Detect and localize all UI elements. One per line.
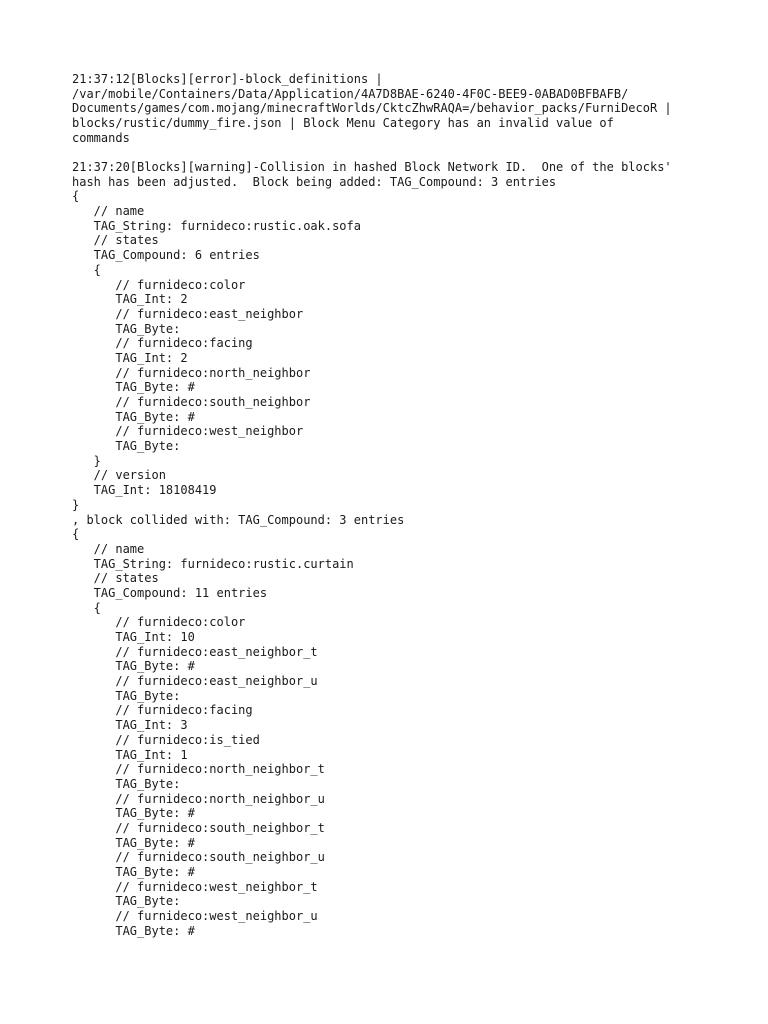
log-line: // furnideco:east_neighbor (72, 306, 304, 321)
log-line: TAG_Byte: (72, 688, 181, 703)
log-line: TAG_String: furnideco:rustic.oak.sofa (72, 218, 361, 233)
log-line: // furnideco:north_neighbor (72, 365, 311, 380)
log-line: TAG_Byte: # (72, 835, 195, 850)
log-line: { (72, 262, 101, 277)
log-line: /var/mobile/Containers/Data/Application/4A7D8BAE-6240-4F0C-BEE9-0ABAD0BFBAFB/ (72, 86, 629, 101)
log-line: TAG_Int: 10 (72, 630, 195, 644)
log-line: TAG_Byte: (72, 894, 181, 909)
log-line: TAG_Int: 18108419 (72, 483, 217, 498)
log-line: // version (72, 468, 166, 483)
log-line: TAG_Byte: (72, 776, 181, 791)
log-line: TAG_Byte: # (72, 923, 195, 938)
log-line: TAG_Int: 1 (72, 747, 188, 762)
log-line: // furnideco:east_neighbor_t (72, 644, 318, 659)
log-line: // furnideco:is_tied (72, 732, 260, 747)
log-line: , block collided with: TAG_Compound: 3 entries (72, 512, 405, 527)
log-line: TAG_Int: 3 (72, 718, 188, 733)
log-line: // furnideco:north_neighbor_t (72, 762, 325, 777)
log-line: Documents/games/com.mojang/minecraftWorlds/CktcZhwRAQA=/behavior_packs/FurniDecoR | (72, 101, 672, 116)
log-line: } (72, 453, 101, 468)
log-line: TAG_Int: 2 (72, 292, 188, 307)
log-line: { (72, 189, 80, 204)
log-line: // furnideco:west_neighbor_t (72, 879, 318, 894)
log-line: // name (72, 204, 145, 219)
log-line: TAG_String: furnideco:rustic.curtain (72, 556, 354, 571)
log-line: // furnideco:facing (72, 336, 253, 351)
log-line: // name (72, 541, 145, 556)
log-line: TAG_Int: 2 (72, 350, 188, 365)
log-line: // furnideco:color (72, 615, 246, 630)
log-line: // furnideco:south_neighbor (72, 395, 311, 409)
log-line: // states (72, 571, 159, 586)
log-line: // furnideco:west_neighbor_u (72, 909, 318, 924)
log-line: // states (72, 233, 159, 248)
log-line: // furnideco:south_neighbor_u (72, 850, 325, 865)
log-line: // furnideco:east_neighbor_u (72, 674, 318, 689)
warning-log-entry (72, 160, 732, 938)
log-line: TAG_Compound: 11 entries (72, 585, 268, 600)
log-line: TAG_Byte: (72, 439, 181, 454)
log-line: TAG_Byte: # (72, 865, 195, 879)
log-line: // furnideco:color (72, 277, 246, 292)
log-line: { (72, 600, 101, 615)
log-line: // furnideco:south_neighbor_t (72, 820, 325, 835)
log-line: TAG_Byte: (72, 321, 181, 336)
error-log-entry (72, 72, 732, 145)
log-line: 21:37:12[Blocks][error]-block_definitions | (72, 72, 383, 86)
log-line: TAG_Byte: # (72, 409, 195, 424)
log-line: hash has been adjusted. Block being added: TAG_Compound: 3 entries (72, 174, 557, 189)
log-line: { (72, 527, 80, 542)
log-line: TAG_Byte: # (72, 380, 195, 395)
log-line: commands (72, 130, 130, 145)
log-line: TAG_Byte: # (72, 659, 195, 674)
log-line: blocks/rustic/dummy_fire.json | Block Menu Category has an invalid value of (72, 116, 614, 131)
log-line: // furnideco:west_neighbor (72, 424, 304, 439)
log-line: // furnideco:facing (72, 703, 253, 718)
log-line: TAG_Compound: 6 entries (72, 248, 260, 263)
log-line: TAG_Byte: # (72, 806, 195, 821)
log-line: 21:37:20[Blocks][warning]-Collision in hashed Block Network ID. One of the blocks' (72, 160, 672, 174)
log-line: // furnideco:north_neighbor_u (72, 791, 325, 806)
log-line: } (72, 497, 80, 512)
